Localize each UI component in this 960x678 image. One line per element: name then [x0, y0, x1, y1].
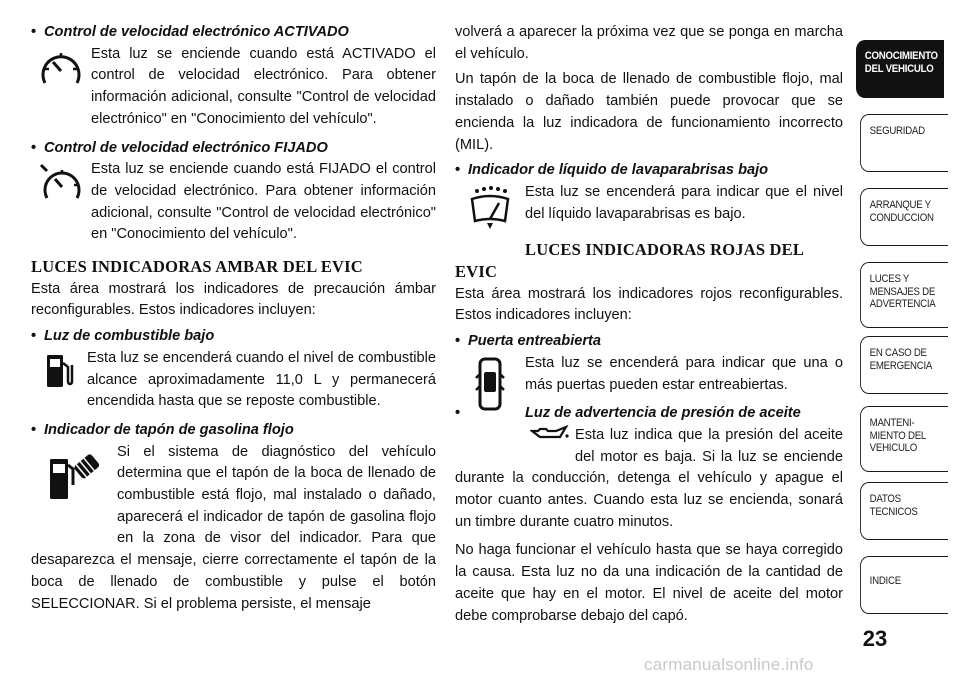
tab-emergencia[interactable]: [860, 336, 948, 394]
tab-mantenimiento[interactable]: [860, 406, 948, 472]
right-column: [455, 22, 843, 631]
oil-note: No haga funcionar el vehículo hasta que se haya corregido la causa. Esta luz no da una indicación de la cantidad de aceite que hay en el motor. El nivel de aceite del motor debe comprobarse debajo del capó.: [455, 542, 843, 624]
item-body: Si el sistema de diagnóstico del vehículo determina que el tapón de la boca de llenado de combustible está flojo, mal instalado o dañado, aparecerá el indicador de tapón de gasolina flojo en la zona de visor del indicador. Para que desaparezca el mensaje, cierre correctamente el tapón de la boca de llenado de combustible y pulse el botón SELECCIONAR. Si el problema persiste, el mensaje: [31, 443, 436, 612]
item-body: Esta luz se encenderá cuando el nivel de combustible alcance aproximadamente 11,0 L y permanecerá encendida hasta que se reposte combustible.: [87, 349, 436, 410]
tab-label: MANTENI- MIENTO DEL VEHICULO: [869, 417, 927, 454]
washer-fluid-icon: [455, 182, 525, 245]
page-number: 23: [862, 626, 888, 651]
washer-item: [455, 160, 843, 225]
item-title: • Indicador de líquido de lavaparabrisas bajo: [455, 160, 843, 182]
cruise-active-item: [31, 22, 436, 131]
fuel-cap-icon: [31, 442, 117, 529]
tab-seguridad[interactable]: [860, 114, 948, 172]
speedometer-set-icon: [31, 159, 91, 226]
oil-can-icon: [525, 425, 575, 447]
item-title: • Control de velocidad electrónico ACTIVADO: [31, 22, 436, 44]
speedometer-icon: [31, 44, 91, 111]
item-title: • Indicador de tapón de gasolina flojo: [31, 420, 436, 442]
tab-arranque[interactable]: [860, 188, 948, 246]
item-body: Esta luz indica que la presión del aceite del motor es baja. Si la luz se enciende durante la conducción, detenga el vehículo y apague el motor cuanto antes. Cuando esta luz se encienda, sonará un timbre durante cuatro minutos.: [455, 426, 843, 530]
item-title: • Control de velocidad electrónico FIJADO: [31, 138, 436, 160]
chapter-sidebar: [856, 0, 960, 678]
item-title: • Luz de advertencia de presión de aceite: [455, 403, 843, 425]
tab-label: SEGURIDAD: [869, 125, 925, 137]
item-body: Esta luz se enciende cuando está FIJADO el control de velocidad electrónico. Para obtener información adicional, consulte "Control de velocidad electrónico" en "Conocimiento del vehículo".: [91, 161, 436, 243]
tab-label: EN CASO DE EMERGENCIA: [869, 347, 933, 372]
low-fuel-item: [31, 326, 436, 413]
item-body: Esta luz se enciende cuando está ACTIVADO el control de velocidad electrónico. Para obtener información adicional, consulte "Control de velocidad electrónico" en "Conocimiento del vehículo".: [91, 45, 436, 127]
tab-label: LUCES Y MENSAJES DE ADVERTENCIA: [869, 273, 936, 310]
mil-note: Un tapón de la boca de llenado de combustible flojo, mal instalado o dañado también puede provocar que se encienda la luz indicadora de funcionamiento incorrecto (MIL).: [455, 71, 843, 153]
item-body: Esta luz se encenderá para indicar que el nivel del líquido lavaparabrisas es bajo.: [525, 183, 843, 222]
tab-label: CONOCIMIENTO DEL VEHICULO: [864, 50, 938, 75]
continuation-text: volverá a aparecer la próxima vez que se ponga en marcha el vehículo.: [455, 24, 843, 62]
amber-heading: LUCES INDICADORAS AMBAR DEL EVIC: [31, 257, 363, 277]
tab-label: ARRANQUE Y CONDUCCION: [869, 199, 934, 224]
amber-intro: Esta área mostrará los indicadores de precaución ámbar reconfigurables. Estos indicadores incluyen:: [31, 280, 436, 319]
door-ajar-item: [455, 331, 843, 396]
item-title: • Puerta entreabierta: [455, 331, 843, 353]
item-title: • Luz de combustible bajo: [31, 326, 436, 348]
left-column: [31, 22, 436, 622]
fuel-pump-icon: [31, 348, 87, 415]
cruise-set-item: [31, 138, 436, 247]
red-heading: LUCES INDICADORAS ROJAS DEL EVIC: [455, 240, 804, 282]
tab-label: INDICE: [869, 575, 901, 587]
tab-indice[interactable]: [860, 556, 948, 614]
tab-luces[interactable]: [860, 262, 948, 328]
watermark: carmanualsonline.info: [644, 655, 814, 674]
red-intro: Esta área mostrará los indicadores rojos reconfigurables. Estos indicadores incluyen:: [455, 285, 843, 324]
item-body: Esta luz se encenderá para indicar que una o más puertas pueden estar entreabiertas.: [525, 354, 843, 393]
tab-conocimiento[interactable]: [856, 40, 944, 98]
loose-cap-item: [31, 420, 436, 615]
tab-label: DATOS TECNICOS: [869, 493, 918, 518]
oil-pressure-item: [455, 403, 843, 533]
tab-datos[interactable]: [860, 482, 948, 540]
